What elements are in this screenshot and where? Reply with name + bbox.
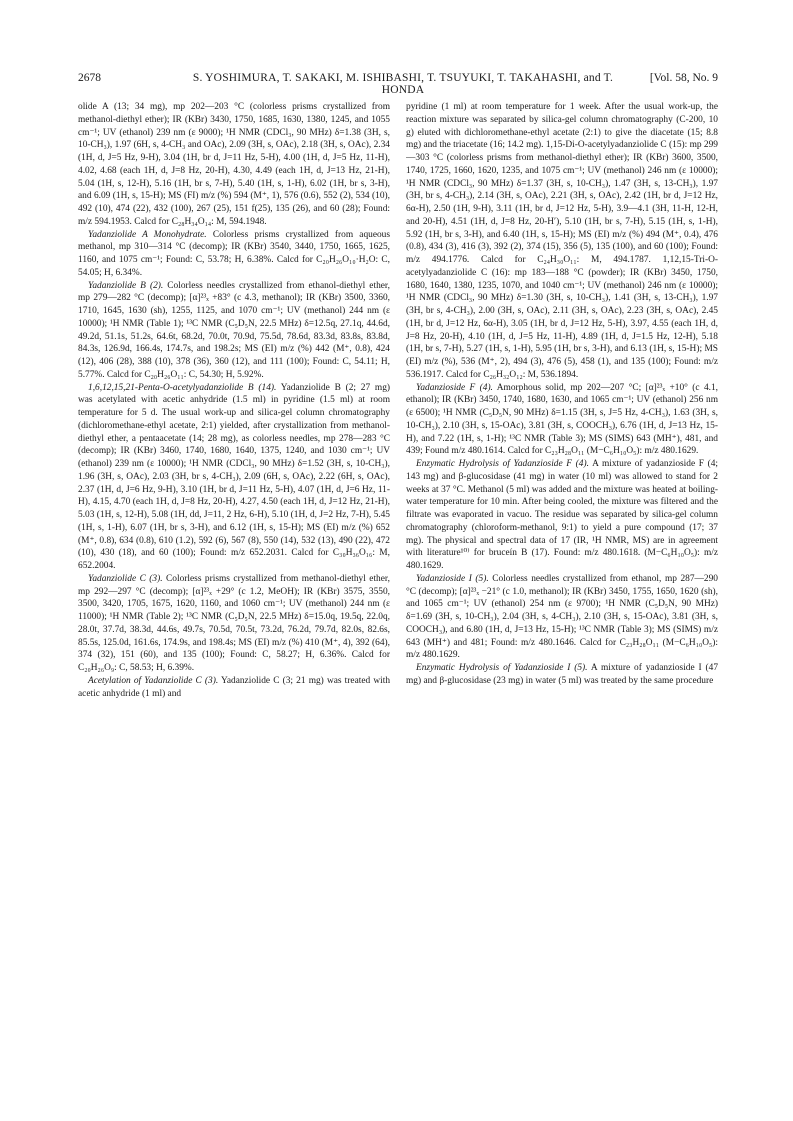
paragraph-heading: Yadanziolide A Monohydrate. [88, 229, 207, 240]
paragraph-heading: Yadanziolide C (3). [88, 573, 163, 584]
paragraph-text: Colorless needles crystallized from ethanol-diethyl ether, mp 279—282 °C (decomp); [α]²³ₓ +83° (c 4.3, methanol); IR (KBr) 3500, 3360, 1710, 1645, 1630 (sh), 1255, 1125, and 1070 cm⁻¹; UV (methanol) 244 nm (ε 10000); ¹H NMR (Table 1); ¹³C NMR (C₅D₅N, 22.5 MHz) δ=12.5q, 27.1q, 44.6d, 49.2d, 51.1s, 51.2s, 64.6t, 68.2d, 70.0t, 70.9d, 75.5d, 78.6d, 83.3d, 83.8s, 83.8d, 84.3s, 126.9d, 166.4s, 174.7s, and 198.2s; MS (EI) m/z (%) 442 (M⁺, 0.8), 424 (12), 406 (28), 388 (10), 378 (36), 360 (12), and 111 (100); Found: C, 54.11; H, 5.77%. Calcd for C₂₀H₂₆O₁₁: C, 54.30; H, 5.92%. [78, 280, 390, 380]
paragraph-heading: Yadanziolide B (2). [88, 280, 164, 291]
paragraph [78, 382, 390, 573]
paragraph-text: Yadanziolide C (3; 21 mg) was treated with acetic anhydride (1 ml) and [78, 675, 390, 699]
right-column [406, 101, 718, 1101]
paragraph-text: Yadanziolide B (2; 27 mg) was acetylated with acetic anhydride (1.5 ml) in pyridine (1.5 ml) at room temperature for 5 d. The usual work-up and silica-gel column chromatography (dichloromethane-ethyl acetate, 2:1) yielded, after crystallization from methanol-diethyl ether, a pentaacetate (14; 28 mg), as colorless needles, mp 278—283 °C (decomp); IR (KBr) 3460, 1740, 1680, 1640, 1375, 1240, and 1030 cm⁻¹; UV (ethanol) 239 nm (ε 10000); ¹H NMR (CDCl₃, 90 MHz) δ=1.52 (3H, s, 10-CH₃), 1.96 (3H, s, OAc), 2.03 (3H, br s, 4-CH₃), 2.09 (6H, s, OAc), 2.22 (6H, s, OAc), 2.37 (1H, d, J=6 Hz, 9-H), 3.10 (1H, br d, J=11 Hz, 5-H), 4.07 (1H, d, J=6 Hz, 11-H), 4.15, 4.70 (each 1H, d, J=8 Hz, 20-H), 4.27, 4.50 (each 1H, d, J=12 Hz, 21-H), 5.03 (1H, s, 12-H), 5.08 (1H, dd, J=11, 2 Hz, 6-H), 5.10 (1H, d, J=2 Hz, 7-H), 5.45 (1H, s, 1-H), 6.07 (1H, br s, 3-H), and 6.12 (1H, s, 15-H); MS (EI) m/z (%) 652 (M⁺, 0.8), 634 (0.8), 610 (1.2), 592 (6), 567 (8), 550 (14), 532 (13), 490 (22), 472 (10), 430 (18), and 60 (100); Found: m/z 652.2031. Calcd for C₃₀H₃₆O₁₆: M, 652.2004. [78, 382, 390, 571]
paragraph [78, 573, 390, 675]
paragraph-text: Colorless needles crystallized from ethanol, mp 287—290 °C (decomp); [α]²³ₓ −21° (c 1.0, methanol); IR (KBr) 3450, 1755, 1650, 1620 (sh), and 1065 cm⁻¹; UV (ethanol) 254 nm (ε 9700); ¹H NMR (C₅D₅N, 90 MHz) δ=1.69 (3H, s, 10-CH₃), 2.04 (3H, s, 4-CH₃), 2.10 (3H, s, 15-OAc), 3.81 (3H, s, COOCH₃), and 6.80 (1H, d, J=13 Hz, 15-H); ¹³C NMR (Table 3); MS (SIMS) m/z 643 (MH⁺) and 481; Found: m/z 480.1646. Calcd for C₂₃H₂₈O₁₁ (M−C₆H₁₀O₅): m/z 480.1629. [406, 573, 718, 661]
paragraph [406, 573, 718, 662]
paragraph [406, 458, 718, 573]
paragraph [406, 101, 718, 382]
paragraph-heading: Acetylation of Yadanziolide C (3). [88, 675, 219, 686]
paragraph-heading: 1,6,12,15,21-Penta-O-acetylyadanziolide B (14). [88, 382, 277, 393]
paragraph-heading: Yadanzioside F (4). [416, 382, 493, 393]
paragraph [406, 382, 718, 459]
left-column [78, 101, 390, 1101]
paragraph [78, 229, 390, 280]
paragraph-text: A mixture of yadanzioside I (47 mg) and β-glucosidase (23 mg) in water (5 ml) was treated by the same procedure [406, 663, 718, 686]
paragraph-heading: Enzymatic Hydrolysis of Yadanzioside I (5). [416, 663, 588, 673]
paragraph [78, 675, 390, 701]
paragraph [78, 101, 390, 229]
volume-info: [Vol. 58, No. 9 [649, 72, 718, 84]
paragraph-text: olide A (13; 34 mg), mp 202—203 °C (colorless prisms crystallized from methanol-diethyl ether); IR (KBr) 3430, 1750, 1685, 1630, 1380, 1245, and 1055 cm⁻¹; UV (ethanol) 239 nm (ε 9000); ¹H NMR (CDCl₃, 90 MHz) δ=1.38 (3H, s, 10-CH₃), 1.97 (6H, s, 4-CH₃ and OAc), 2.09 (3H, s, OAc), 2.18 (3H, s, OAc), 2.34 (1H, d, J=5 Hz, 9-H), 3.04 (1H, br d, J=11 Hz, 5-H), 4.00 (1H, d, J=5 Hz, 11-H), 4.02, 4.68 (each 1H, d, J=8 Hz, 20-H), 4.30, 4.49 (each 1H, d, J=13 Hz, 21-H), 5.04 (1H, s, 12-H), 5.16 (1H, br s, 7-H), 5.40 (1H, s, 1-H), 6.02 (1H, br s, 3-H), and 6.09 (1H, s, 15-H); MS (FI) m/z (%) 594 (M⁺, 1), 576 (0.6), 552 (2), 534 (10), 492 (10), 474 (22), 432 (100), 267 (25), 151 f(25), 135 (26), and 60 (28); Found: m/z 594.1953. Calcd for C₂₈H₃₄O₁₄: M, 594.1948. [78, 102, 390, 227]
running-head-authors: S. YOSHIMURA, T. SAKAKI, M. ISHIBASHI, T. TSUYUKI, T. TAKAHASHI, and T. HONDA [192, 72, 614, 96]
paragraph [78, 280, 390, 382]
page-number: 2678 [78, 72, 101, 84]
paragraph-text: Colorless prisms crystallized from aqueous methanol, mp 310—314 °C (decomp); IR (KBr) 3540, 3440, 1750, 1665, 1625, 1160, and 1075 cm⁻¹; Found: C, 53.78; H, 6.38%. Calcd for C₂₀H₂₆O₁₀·H₂O: C, 54.05; H, 6.34%. [78, 229, 390, 278]
paragraph-heading: Enzymatic Hydrolysis of Yadanzioside F (4). [416, 459, 589, 469]
paragraph-heading: Yadanzioside I (5). [416, 573, 489, 584]
paragraph-text: pyridine (1 ml) at room temperature for 1 week. After the usual work-up, the reaction mixture was separated by silica-gel column chromatography (C-200, 10 g) eluted with dichloromethane-ethyl acetate (2:1) to give the diacetate (15; 8.8 mg) and the triacetate (16; 14.2 mg). 1,15-Di-O-acetylyadanziolide C (15): mp 299—303 °C (colorless prisms from methanol-diethyl ether); IR (KBr) 3600, 3500, 1740, 1725, 1660, 1620, 1235, and 1075 cm⁻¹; UV (methanol) 246 nm (ε 10000); ¹H NMR (CDCl₃, 90 MHz) δ=1.37 (3H, s, 10-CH₃), 1.47 (3H, s, 13-CH₃), 1.97 (3H, br s, 4-CH₃), 2.14 (3H, s, OAc), 2.21 (3H, s, OAc), 2.42 (1H, br d, J=12 Hz, 6α-H), 2.50 (1H, 9-H), 3.11 (1H, br d, J=12 Hz, 5-H), 3.9—4.1 (3H, 11-H, 12-H, and 20-H), 4.51 (1H, d, J=8 Hz, 20-H′), 5.10 (1H, br s, 7-H), 5.15 (1H, s, 1-H), 5.92 (1H, br s, 3-H), and 6.40 (1H, s, 15-H); MS (EI) m/z (%) 494 (M⁺, 0.4), 476 (0.8), 434 (3), 416 (3), 392 (2), 374 (15), 356 (5), 135 (100), and 60 (100); Found: m/z 494.1776. Calcd for C₂₄H₃₀O₁₁: M, 494.1787. 1,12,15-Tri-O-acetylyadanziolide C (16): mp 183—188 °C (powder); IR (KBr) 3450, 1750, 1680, 1640, 1380, 1235, 1070, and 1040 cm⁻¹; UV (methanol) 246 nm (ε 10000); ¹H NMR (CDCl₃, 90 MHz) δ=1.30 (3H, s, 10-CH₃), 1.41 (3H, s, 13-CH₃), 1.97 (3H, br s, 4-CH₃), 2.00 (3H, s, OAc), 2.11 (3H, s, OAc), 2.23 (3H, s, OAc), 2.45 (1H, br d, J=12 Hz, 6α-H), 3.05 (1H, br d, J=12 Hz, 5-H), 3.97, 4.55 (each 1H, d, J=8 Hz, 20-H), 4.10 (1H, d, J=5 Hz, 11-H), 4.89 (1H, d, J=1.5 Hz, 12-H), 5.18 (1H, br s, 7-H), 5.27 (1H, s, 1-H), 5.95 (1H, br s, 3-H), and 6.13 (1H, s, 15-H); MS (EI) m/z (%), 536 (M⁺, 2), 494 (3), 476 (5), 458 (1), and 135 (100); Found: m/z 536.1917. Calcd for C₂₆H₃₂O₁₂: M, 536.1894. [406, 102, 718, 380]
paragraph-text: Colorless prisms crystallized from methanol-diethyl ether, mp 292—297 °C (decomp); [α]²³ₓ +29° (c 1.2, MeOH); IR (KBr) 3575, 3550, 3500, 3420, 1705, 1675, 1620, 1160, and 1060 cm⁻¹; UV (methanol) 244 nm (ε 11000); ¹H NMR (Table 2); ¹³C NMR (C₅D₅N, 22.5 MHz) δ=15.0q, 19.5q, 22.0q, 28.0t, 37.7d, 38.3d, 44.6s, 49.7s, 70.5d, 70.5t, 73.2d, 76.2d, 79.7d, 82.0s, 82.6s, 85.5s, 125.0d, 161.6s, 174.9s, and 198.4s; MS (EI) m/z (%) 410 (M⁺, 4), 392 (64), 374 (32), 151 (60), and 135 (100); Found: C, 58.27; H, 6.36%. Calcd for C₂₀H₂₆O₉: C, 58.53; H, 6.39%. [78, 573, 390, 673]
paragraph-text: Amorphous solid, mp 202—207 °C; [α]²³ₓ +10° (c 4.1, ethanol); IR (KBr) 3450, 1740, 1680, 1630, and 1065 cm⁻¹; UV (ethanol) 256 nm (ε 6500); ¹H NMR (C₅D₅N, 90 MHz) δ=1.15 (3H, s, J=5 Hz, 4-CH₃), 1.63 (3H, s, 10-CH₃), 2.10 (3H, s, 15-OAc), 3.81 (3H, s, COOCH₃), 6.76 (1H, d, J=13 Hz, 15-H), and 7.22 (1H, s, 1-H); ¹³C NMR (Table 3); MS (SIMS) 643 (MH⁺), 481, and 439; Found m/z 480.1614. Calcd for C₂₃H₂₈O₁₁ (M−C₆H₁₀O₅): m/z 480.1629. [406, 382, 718, 457]
paragraph [406, 662, 718, 688]
page-header [78, 72, 718, 96]
paragraph-text: A mixture of yadanzioside F (4; 143 mg) and β-glucosidase (41 mg) in water (10 ml) was allowed to stand for 2 weeks at 37 °C. Methanol (5 ml) was added and the mixture was heated at boiling-water temperature for 10 min. After being cooled, the mixture was filtered and the filtrate was evaporated in vacuo. The residue was separated by silica-gel column chromatography (chloroform-methanol, 9:1) to yield a pure compound (17; 37 mg). The physical and spectral data of 17 (IR, ¹H NMR, MS) are in agreement with literature¹⁰⁾ for bruceín B (17). Found: m/z 480.1618. (M−C₆H₁₀O₅): m/z 480.1629. [406, 459, 718, 571]
